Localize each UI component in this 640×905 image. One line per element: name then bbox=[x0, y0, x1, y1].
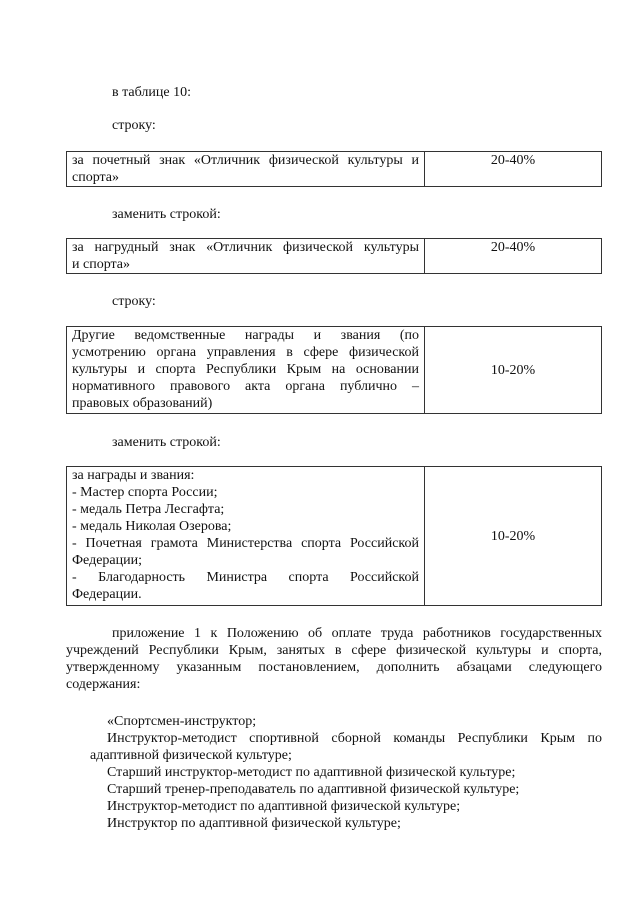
intro-text: в таблице 10: bbox=[112, 85, 191, 100]
table-row-new-1 bbox=[66, 238, 602, 274]
row-line: спорта» bbox=[72, 170, 120, 185]
list-item: Инструктор по адаптивной физической культуре; bbox=[107, 816, 401, 831]
positions-list bbox=[90, 713, 602, 832]
list-item: Старший инструктор-методист по адаптивной физической культуре; bbox=[107, 765, 516, 780]
row-line: - Почетная грамота Министерства спорта Российской bbox=[72, 536, 419, 551]
label-row: строку: bbox=[112, 118, 156, 133]
row-description bbox=[67, 239, 425, 274]
row-line: - медаль Николая Озерова; bbox=[72, 519, 232, 534]
list-item: Инструктор-методист по адаптивной физической культуре; bbox=[107, 799, 461, 814]
paragraph-line: приложение 1 к Положению об оплате труда работников государственных bbox=[112, 626, 602, 641]
row-line: и спорта» bbox=[72, 257, 131, 272]
list-item: «Спортсмен-инструктор; bbox=[107, 714, 257, 729]
row-line: нормативного правового акта органа публично – bbox=[72, 379, 419, 394]
row-line: усмотрению органа управления в сфере физической bbox=[72, 345, 419, 360]
list-item: Инструктор-методист спортивной сборной команды Республики Крым по bbox=[107, 731, 602, 746]
label-replace: заменить строкой: bbox=[112, 207, 221, 222]
row-line: культуры и спорта Республики Крым на основании bbox=[72, 362, 419, 377]
row-value: 20-40% bbox=[425, 239, 602, 274]
appendix-paragraph bbox=[66, 625, 602, 693]
label-row: строку: bbox=[112, 294, 156, 309]
list-item: Старший тренер-преподаватель по адаптивной физической культуре; bbox=[107, 782, 520, 797]
row-description bbox=[67, 467, 425, 606]
row-line: - Мастер спорта России; bbox=[72, 485, 218, 500]
row-line: за награды и звания: bbox=[72, 468, 195, 483]
table-row-old-2 bbox=[66, 326, 602, 414]
list-item: адаптивной физической культуре; bbox=[90, 748, 292, 763]
paragraph-line: утвержденному указанным постановлением, дополнить абзацами следующего bbox=[66, 660, 602, 675]
row-value: 20-40% bbox=[425, 152, 602, 187]
row-line: Другие ведомственные награды и звания (по bbox=[72, 328, 419, 343]
row-line: Федерации. bbox=[72, 587, 142, 602]
row-value: 10-20% bbox=[425, 467, 602, 606]
row-line: Федерации; bbox=[72, 553, 143, 568]
label-replace: заменить строкой: bbox=[112, 435, 221, 450]
row-line: - Благодарность Министра спорта Российской bbox=[72, 570, 419, 585]
row-description bbox=[67, 152, 425, 187]
row-line: правовых образований) bbox=[72, 396, 213, 411]
row-line: за нагрудный знак «Отличник физической культуры bbox=[72, 240, 419, 255]
row-line: за почетный знак «Отличник физической культуры и bbox=[72, 153, 419, 168]
row-line: - медаль Петра Лесгафта; bbox=[72, 502, 225, 517]
row-value: 10-20% bbox=[425, 327, 602, 414]
paragraph-line: учреждений Республики Крым, занятых в сфере физической культуры и спорта, bbox=[66, 643, 602, 658]
table-row-new-2 bbox=[66, 466, 602, 606]
row-description bbox=[67, 327, 425, 414]
paragraph-line: содержания: bbox=[66, 677, 141, 692]
table-row-old-1 bbox=[66, 151, 602, 187]
